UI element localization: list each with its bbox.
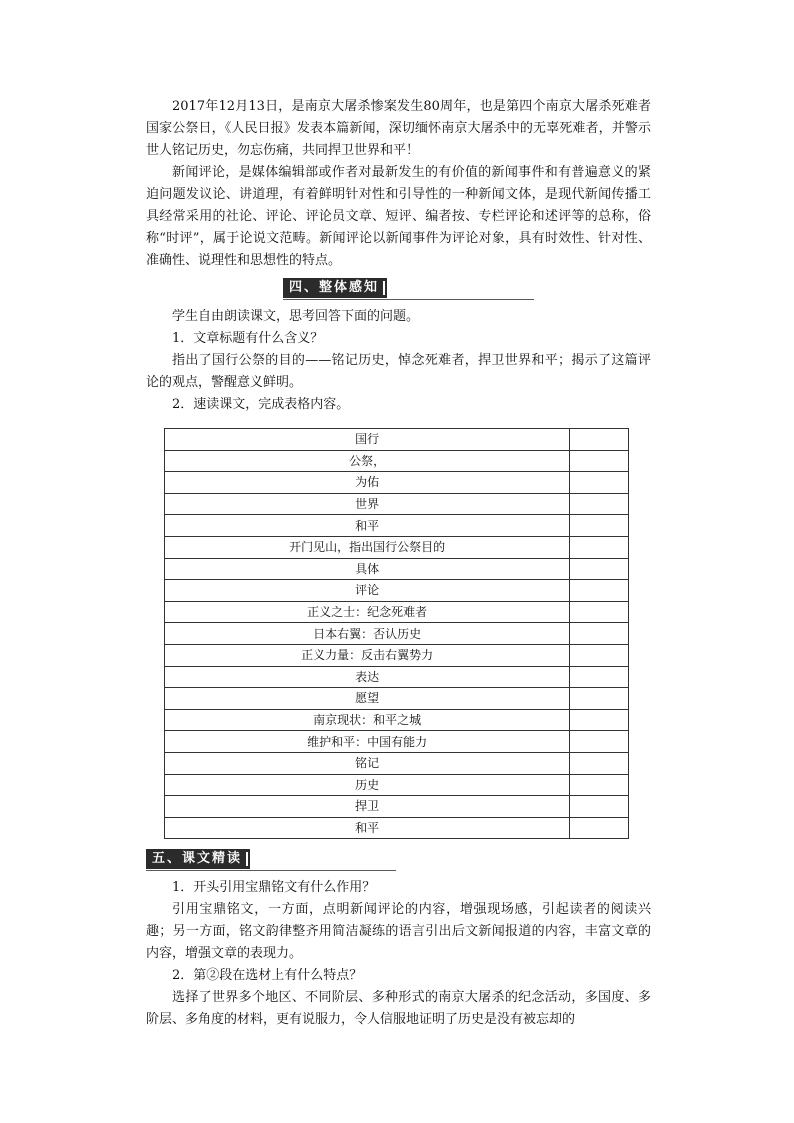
table-row xyxy=(165,429,629,451)
table-row-blank-cell xyxy=(570,450,629,472)
table-row-label: 和平 xyxy=(165,817,570,839)
table-row xyxy=(165,536,629,558)
section4-question-2: 2．速读课文，完成表格内容。 xyxy=(172,397,350,412)
table-row-label: 维护和平：中国有能力 xyxy=(165,731,570,753)
table-row-blank-cell xyxy=(570,666,629,688)
table-row-blank-cell xyxy=(570,558,629,580)
table-row xyxy=(165,796,629,818)
table-row-blank-cell xyxy=(570,774,629,796)
table-row xyxy=(165,752,629,774)
table-row xyxy=(165,666,629,688)
table-row-blank-cell xyxy=(570,472,629,494)
table-row xyxy=(165,709,629,731)
table-row xyxy=(165,515,629,537)
table-row-blank-cell xyxy=(570,752,629,774)
table-row-label: 国行 xyxy=(165,429,570,451)
section-heading-5 xyxy=(146,847,651,873)
table-row-label: 正义力量：反击右翼势力 xyxy=(165,644,570,666)
summary-table xyxy=(164,428,629,839)
table-row-blank-cell xyxy=(570,644,629,666)
table-row xyxy=(165,817,629,839)
table-row-blank-cell xyxy=(570,688,629,710)
section5-question-2: 2．第②段在选材上有什么特点？ xyxy=(172,968,363,984)
table-row-label: 为佑 xyxy=(165,472,570,494)
table-row-label: 和平 xyxy=(165,515,570,537)
table-row-blank-cell xyxy=(570,601,629,623)
section-heading-5-label: 五、课文精读 xyxy=(146,849,250,869)
section4-answer-1: 指出了国行公祭的目的——铭记历史，悼念死难者，捍卫世界和平；揭示了这篇评论的观点，警醒意义鲜明。 xyxy=(146,353,651,390)
table-row-label: 具体 xyxy=(165,558,570,580)
table-row-label: 愿望 xyxy=(165,688,570,710)
intro-paragraph-2: 新闻评论，是媒体编辑部或作者对最新发生的有价值的新闻事件和有普遍意义的紧迫问题发议论、讲道理，有着鲜明针对性和引导性的一种新闻文体，是现代新闻传播工具经常采用的社论、评论、评论员文章、短评、编者按、专栏评论和述评等的总称，俗称“时评”，属于论说文范畴。新闻评论以新闻事件为评论对象，具有时效性、针对性、准确性、说理性和思想性的特点。 xyxy=(146,165,651,268)
document-content xyxy=(146,96,651,1031)
table-row-label: 南京现状：和平之城 xyxy=(165,709,570,731)
table-row-label: 正义之士：纪念死难者 xyxy=(165,601,570,623)
section5-answer-2: 选择了世界多个地区、不同阶层、多种形式的南京大屠杀的纪念活动，多国度、多阶层、多角度的材料，更有说服力，令人信服地证明了历史是没有被忘却的 xyxy=(146,990,651,1028)
section5-answer-1: 引用宝鼎铭文，一方面，点明新闻评论的内容，增强现场感，引起读者的阅读兴趣；另一方面，铭文韵律整齐用简洁凝练的语言引出后文新闻报道的内容，丰富文章的内容，增强文章的表现力。 xyxy=(146,902,651,962)
table-row xyxy=(165,580,629,602)
table-row-blank-cell xyxy=(570,817,629,839)
table-row xyxy=(165,450,629,472)
table-row-blank-cell xyxy=(570,429,629,451)
table-row-label: 日本右翼：否认历史 xyxy=(165,623,570,645)
table-row-blank-cell xyxy=(570,515,629,537)
table-row-label: 铭记 xyxy=(165,752,570,774)
section-heading-5-rule xyxy=(146,870,396,871)
section5-question-1: 1．开头引用宝鼎铭文有什么作用？ xyxy=(172,880,376,896)
summary-table-wrap xyxy=(164,428,651,839)
table-row-blank-cell xyxy=(570,493,629,515)
table-row-blank-cell xyxy=(570,536,629,558)
section4-instruction: 学生自由朗读课文，思考回答下面的问题。 xyxy=(172,309,420,324)
table-row xyxy=(165,623,629,645)
section-heading-4-label: 四、整体感知 xyxy=(283,278,387,298)
table-row xyxy=(165,472,629,494)
table-row xyxy=(165,601,629,623)
table-row-label: 开门见山，指出国行公祭目的 xyxy=(165,536,570,558)
intro-paragraph-1: 2017年12月13日，是南京大屠杀惨案发生80周年，也是第四个南京大屠杀死难者国家公祭日，《人民日报》发表本篇新闻，深切缅怀南京大屠杀中的无辜死难者，并警示世人铭记历史，勿忘伤痛，共同捍卫世界和平！ xyxy=(146,99,651,158)
table-row xyxy=(165,774,629,796)
table-row xyxy=(165,688,629,710)
table-row-blank-cell xyxy=(570,580,629,602)
table-row-blank-cell xyxy=(570,623,629,645)
section-heading-4 xyxy=(146,276,651,302)
table-row-label: 评论 xyxy=(165,580,570,602)
table-row-label: 公祭， xyxy=(165,450,570,472)
table-row-blank-cell xyxy=(570,796,629,818)
table-row xyxy=(165,558,629,580)
table-row-label: 捍卫 xyxy=(165,796,570,818)
section-heading-4-rule xyxy=(283,299,534,300)
table-row-label: 历史 xyxy=(165,774,570,796)
table-row-label: 世界 xyxy=(165,493,570,515)
section4-question-1: 1．文章标题有什么含义？ xyxy=(172,331,324,346)
table-row-blank-cell xyxy=(570,731,629,753)
table-row-blank-cell xyxy=(570,709,629,731)
table-row xyxy=(165,493,629,515)
table-row-label: 表达 xyxy=(165,666,570,688)
table-row xyxy=(165,731,629,753)
table-row xyxy=(165,644,629,666)
